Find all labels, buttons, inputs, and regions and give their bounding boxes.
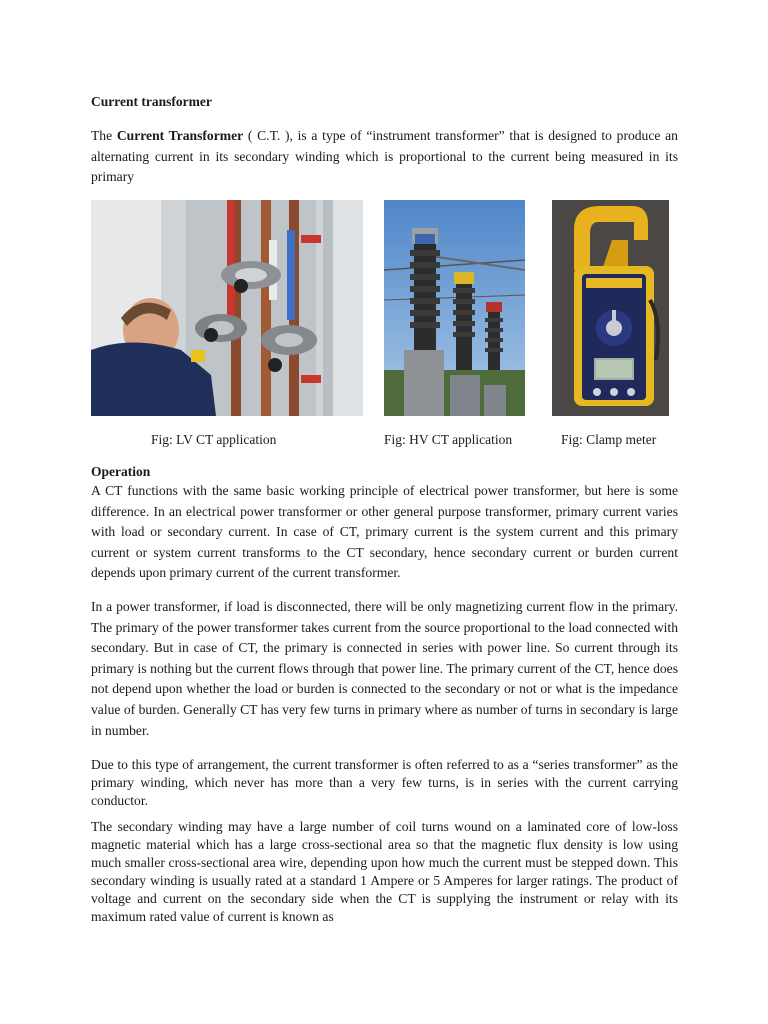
document-title: Current transformer (91, 94, 212, 109)
intro-paragraph: The Current Transformer ( C.T. ), is a type of “instrument transformer” that is designed to produce an alternating current in its secondary winding which is proportional to the current being measured in its primary (91, 128, 678, 185)
lv-ct-photo (91, 200, 363, 416)
hv-ct-photo (384, 200, 525, 416)
operation-heading: Operation (91, 464, 151, 479)
paragraph-3: Due to this type of arrangement, the current transformer is often referred to as a “series transformer” as the primary winding, which never has more than a very few turns, is in series with the current carrying conductor. (91, 757, 678, 808)
paragraph-1: A CT functions with the same basic working principle of electrical power transformer, but here is some difference. In an electrical power transformer or other general purpose transformer, primary current varies with load or secondary current. In case of CT, primary current is the system current and this primary current or system current transforms to the CT secondary, hence secondary current or burden current depends upon primary current of the current transformer. (91, 483, 678, 581)
clamp-meter-photo (552, 200, 669, 416)
paragraph-2: In a power transformer, if load is disconnected, there will be only magnetizing current flow in the primary. The primary of the power transformer takes current from the source proportional to the load connected with secondary. But in case of CT, the primary is connected in series with power line. So current through its primary is nothing but the current flows through that power line. The primary current of the CT, hence does not depend upon whether the load or burden is connected to the secondary or not or what is the impedance value of burden. Generally CT has very few turns in primary where as number of turns in secondary is large in number. (91, 599, 678, 738)
figure-caption-hv: Fig: HV CT application (384, 432, 513, 447)
figure-caption-lv: Fig: LV CT application (151, 432, 277, 447)
figure-caption-clamp: Fig: Clamp meter (561, 432, 657, 447)
paragraph-4: The secondary winding may have a large number of coil turns wound on a laminated core of low-loss magnetic material which has a large cross-sectional area so that the magnetic flux density is low using much smaller cross-sectional area wire, depending upon how much the current must be stepped down. This secondary winding is usually rated at a standard 1 Ampere or 5 Amperes for larger ratings. The product of voltage and current on the secondary side when the CT is supplying the instrument or relay with its maximum rated value of current is known as (91, 819, 678, 924)
intro-bold-term: Current Transformer (116, 128, 244, 143)
